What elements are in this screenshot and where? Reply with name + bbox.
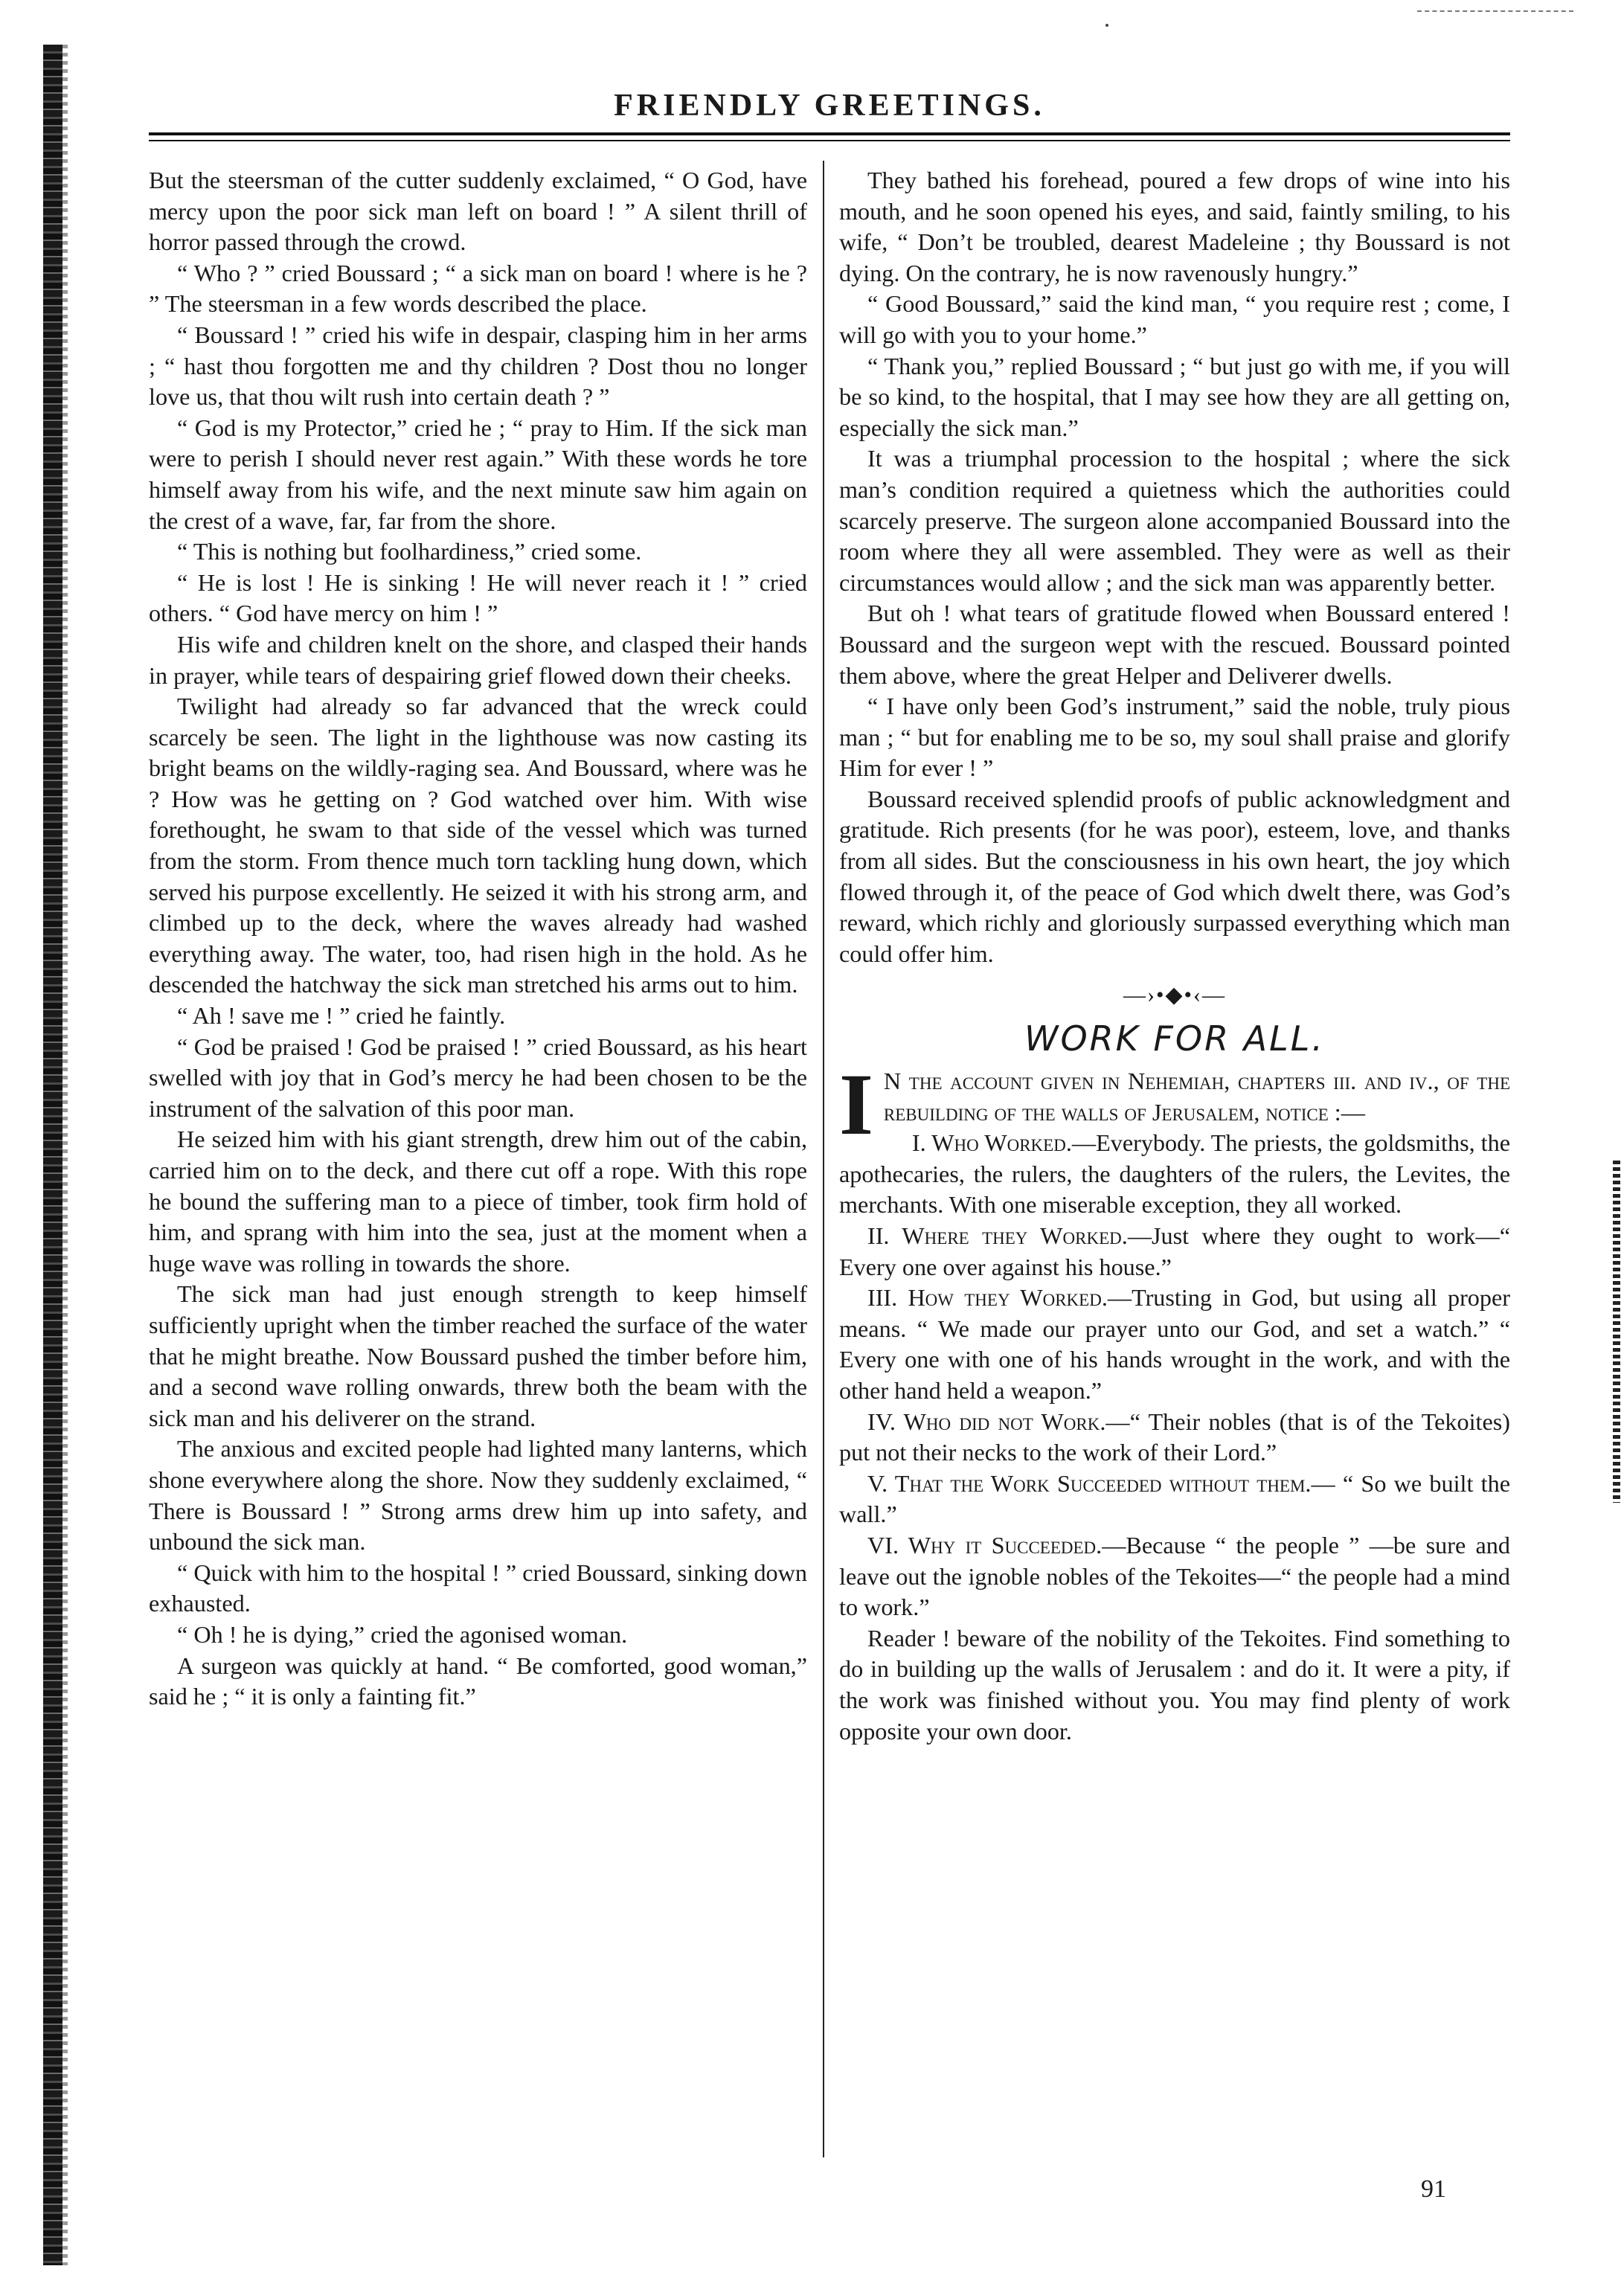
intro-text: N the account given in Nehemiah, chapters iii. and iv., of the rebuilding of the walls of Jerusalem, notice :— xyxy=(883,1068,1510,1126)
paragraph: “ Quick with him to the hospital ! ” cried Boussard, sinking down exhausted. xyxy=(149,1559,807,1617)
paragraph: Twilight had already so far advanced that the wreck could scarcely be seen. The light in the lighthouse was now casting its bright beams on the wildly-raging sea. And Boussard, where was he ? How was he getting on ? God watched over him. With wise forethought, he swam to that side of the vessel which was turned from the storm. From thence much torn tackling hung down, which served his purpose excellently. He seized it with his strong arm, and climbed up to the deck, where the waves already had washed everything away. The water, too, had risen high in the hold. As he descended the hatchway the sick man stretched his arms out to him. xyxy=(149,693,807,998)
column-divider xyxy=(823,161,824,2157)
paragraph: Boussard received splendid proofs of public acknowledgment and gratitude. Rich presents (for he was poor), esteem, love, and thanks from all sides. But the consciousness in his own heart, the joy which flowed through it, of the peace of God which dwelt there, was God’s reward, which richly and gloriously surpassed everything which man could offer him. xyxy=(839,785,1510,967)
paragraph: “ Thank you,” replied Boussard ; “ but just go with me, if you will be so kind, to the hospital, that I may see how they are all getting on, especially the sick man.” xyxy=(839,352,1510,441)
header-rule-thick xyxy=(149,132,1510,135)
paragraph: He seized him with his giant strength, drew him out of the cabin, carried him on to the deck, and there cut off a rope. With this rope he bound the suffering man to a piece of timber, took firm hold of him, and sprang with him into the sea, just at the moment when a huge wave was rolling in towards the shore. xyxy=(149,1126,807,1277)
list-item xyxy=(839,1283,1510,1406)
scan-edge-mark xyxy=(1417,10,1573,12)
paragraph: It was a triumphal procession to the hospital ; where the sick man’s condition required a quietness which the authorities could scarcely preserve. The surgeon alone accompanied Boussard into the room where they all were assembled. They were as well as their circumstances would allow ; and the sick man was apparently better. xyxy=(839,445,1510,596)
item-label: I. Who Worked. xyxy=(911,1129,1072,1157)
page-number: 91 xyxy=(1421,2175,1446,2203)
paragraph: His wife and children knelt on the shore, and clasped their hands in prayer, while tears of despairing grief flowed down their cheeks. xyxy=(149,630,807,689)
item-text: —Because “ the people ” —be sure and leave out the ignoble nobles of the Tekoites—“ the people had a mind to work.” xyxy=(839,1531,1510,1621)
paragraph: “ God be praised ! God be praised ! ” cried Boussard, as his heart swelled with joy that in God’s mercy he had been chosen to be the instrument of the salvation of this poor man. xyxy=(149,1033,807,1122)
item-text: —Just where they ought to work—“ Every one over against his house.” xyxy=(839,1222,1511,1280)
paragraph: The sick man had just enough strength to keep himself sufficiently upright when the timber reached the surface of the water that he might breathe. Now Boussard pushed the timber before him, and a second wave rolling onwards, threw both the beam with the sick man and his deliverer on the strand. xyxy=(149,1280,807,1431)
paragraph: “ Oh ! he is dying,” cried the agonised woman. xyxy=(177,1620,628,1648)
paragraph: “ Who ? ” cried Boussard ; “ a sick man on board ! where is he ? ” The steersman in a few words described the place. xyxy=(149,259,807,318)
paragraph: “ He is lost ! He is sinking ! He will never reach it ! ” cried others. “ God have mercy on him ! ” xyxy=(149,568,807,627)
list-item xyxy=(839,1407,1510,1469)
paragraph: A surgeon was quickly at hand. “ Be comforted, good woman,” said he ; “ it is only a fainting fit.” xyxy=(149,1652,807,1710)
list-item xyxy=(839,1128,1510,1221)
item-text: —Everybody. The priests, the goldsmiths, the apothecaries, the rulers, the daughters of the rulers, the Levites, the merchants. With one miserable exception, they all worked. xyxy=(839,1129,1511,1219)
header-rule-thin xyxy=(149,140,1510,141)
item-label: V. That the Work Succeeded without them. xyxy=(867,1469,1312,1497)
paragraph: “ Good Boussard,” said the kind man, “ you require rest ; come, I will go with you to your home.” xyxy=(839,290,1510,348)
paragraph: “ Boussard ! ” cried his wife in despair, clasping him in her arms ; “ hast thou forgotten me and thy children ? Dost thou no longer love us, that thou wilt rush into certain death ? ” xyxy=(149,321,807,411)
item-label: III. How they Worked. xyxy=(867,1284,1108,1312)
right-column xyxy=(839,165,1510,1747)
item-label: VI. Why it Succeeded. xyxy=(867,1531,1103,1559)
closing-paragraph: Reader ! beware of the nobility of the Tekoites. Find something to do in building up the walls of Jerusalem : and do it. It were a pity, if the work was finished without you. You may find plenty of work opposite your own door. xyxy=(839,1624,1510,1745)
page-right-edge-mark xyxy=(1613,1161,1620,1503)
page-binding-edge xyxy=(43,45,62,2265)
list-item xyxy=(839,1221,1510,1283)
item-label: II. Where they Worked. xyxy=(867,1222,1128,1249)
section-title: WORK FOR ALL. xyxy=(1024,1018,1326,1059)
page-binding-shadow xyxy=(62,45,68,2265)
paragraph: “ Ah ! save me ! ” cried he faintly. xyxy=(177,1002,506,1030)
paragraph: They bathed his forehead, poured a few drops of wine into his mouth, and he soon opened his eyes, and said, faintly smiling, to his wife, “ Don’t be troubled, dearest Madeleine ; thy Boussard is not dying. On the contrary, he is now ravenously hungry.” xyxy=(839,167,1510,286)
section-ornament: —›•◆•‹— xyxy=(1123,983,1227,1008)
list-item xyxy=(839,1530,1510,1623)
list-item xyxy=(839,1469,1510,1530)
running-header: FRIENDLY GREETINGS. xyxy=(614,89,1045,123)
item-text: — “ So we built the wall.” xyxy=(839,1469,1510,1528)
paragraph: “ This is nothing but foolhardiness,” cried some. xyxy=(177,538,642,565)
item-text: —“ Their nobles (that is of the Tekoites) put not their necks to the work of their Lord.” xyxy=(839,1408,1510,1466)
scan-speck xyxy=(1105,24,1108,27)
item-text: —Trusting in God, but using all proper means. “ We made our prayer unto our God, and set a watch.” “ Every one with one of his hands wrought in the work, and with the other hand held a weapon.” xyxy=(839,1284,1511,1404)
left-column xyxy=(149,165,807,1713)
drop-cap: I xyxy=(839,1056,873,1154)
paragraph: But the steersman of the cutter suddenly exclaimed, “ O God, have mercy upon the poor sick man left on board ! ” A silent thrill of horror passed through the crowd. xyxy=(149,167,807,256)
paragraph: The anxious and excited people had lighted many lanterns, which shone everywhere along the shore. Now they suddenly exclaimed, “ There is Boussard ! ” Strong arms drew him up into safety, and unbound the sick man. xyxy=(149,1435,807,1556)
paragraph: “ I have only been God’s instrument,” said the noble, truly pious man ; “ but for enabling me to be so, my soul shall praise and glorify Him for ever ! ” xyxy=(839,693,1510,782)
item-label: IV. Who did not Work. xyxy=(867,1408,1106,1435)
paragraph: But oh ! what tears of gratitude flowed when Boussard entered ! Boussard and the surgeon wept with the rescued. Boussard pointed them above, where the great Helper and Deliverer dwells. xyxy=(839,600,1510,689)
paragraph: “ God is my Protector,” cried he ; “ pray to Him. If the sick man were to perish I should never rest again.” With these words he tore himself away from his wife, and the next minute saw him again on the crest of a wave, far, far from the shore. xyxy=(149,414,807,534)
